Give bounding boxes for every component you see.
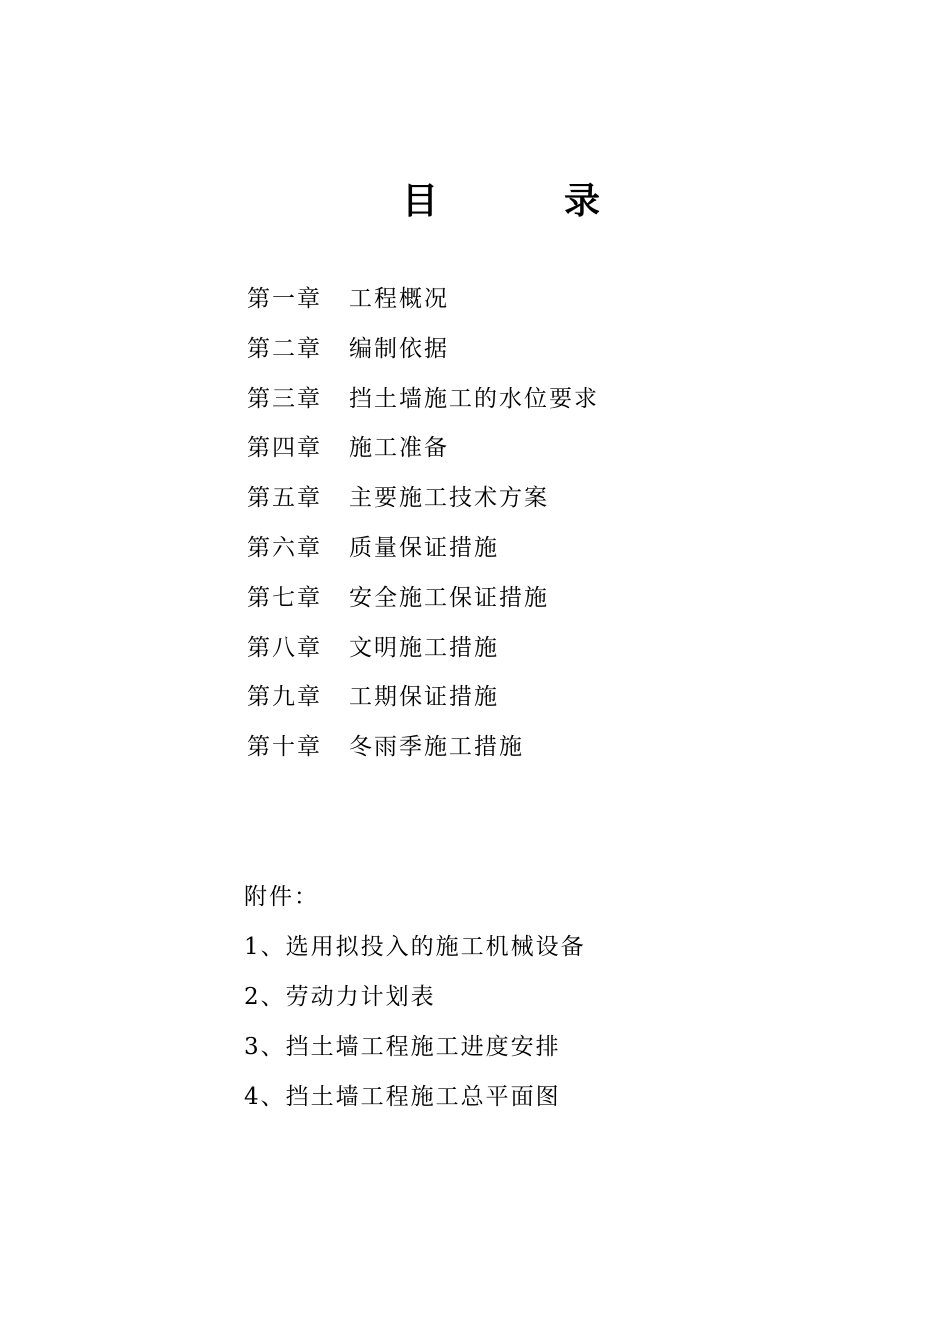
toc-entry-7: [247, 581, 847, 631]
toc-chapter-label: 第一章: [247, 286, 322, 312]
page-title-char-2: 录: [564, 180, 601, 222]
toc-entry-5: [247, 481, 847, 531]
toc-entry-1: [247, 282, 847, 332]
table-of-contents: [247, 282, 847, 780]
toc-chapter-label: 第五章: [247, 485, 322, 512]
attachment-item-4: 4、挡土墙工程施工总平面图: [244, 1084, 561, 1110]
toc-chapter-title: 施工准备: [349, 435, 449, 462]
toc-chapter-label: 第十章: [247, 734, 322, 761]
toc-chapter-label: 第六章: [247, 534, 322, 561]
attachments-section: [244, 880, 884, 1130]
toc-entry-10: [247, 730, 847, 780]
attachment-item-2: 2、劳动力计划表: [244, 984, 436, 1010]
toc-chapter-title: 工期保证措施: [349, 684, 499, 711]
toc-chapter-title: 挡土墙施工的水位要求: [349, 385, 599, 412]
toc-chapter-title: 文明施工措施: [349, 634, 499, 661]
toc-chapter-title: 质量保证措施: [349, 534, 499, 561]
toc-entry-9: [247, 680, 847, 730]
toc-chapter-title: 编制依据: [349, 335, 449, 362]
toc-chapter-title: 安全施工保证措施: [349, 584, 549, 611]
toc-chapter-label: 第九章: [247, 684, 322, 711]
toc-chapter-title: 冬雨季施工措施: [349, 734, 524, 761]
page-title: [0, 176, 950, 226]
toc-entry-3: [247, 382, 847, 432]
toc-entry-8: [247, 631, 847, 681]
toc-chapter-title: 工程概况: [349, 286, 449, 312]
toc-chapter-label: 第八章: [247, 634, 322, 661]
attachment-item-3: 3、挡土墙工程施工进度安排: [244, 1034, 561, 1060]
toc-chapter-label: 第二章: [247, 335, 322, 362]
toc-entry-2: [247, 332, 847, 382]
page-title-char-1: 目: [402, 180, 439, 222]
toc-chapter-label: 第三章: [247, 385, 322, 412]
toc-chapter-title: 主要施工技术方案: [349, 485, 549, 512]
toc-chapter-label: 第四章: [247, 435, 322, 462]
toc-entry-6: [247, 531, 847, 581]
attachments-heading: 附件：: [244, 884, 319, 910]
attachment-item-1: 1、选用拟投入的施工机械设备: [244, 934, 586, 960]
toc-chapter-label: 第七章: [247, 584, 322, 611]
toc-entry-4: [247, 431, 847, 481]
